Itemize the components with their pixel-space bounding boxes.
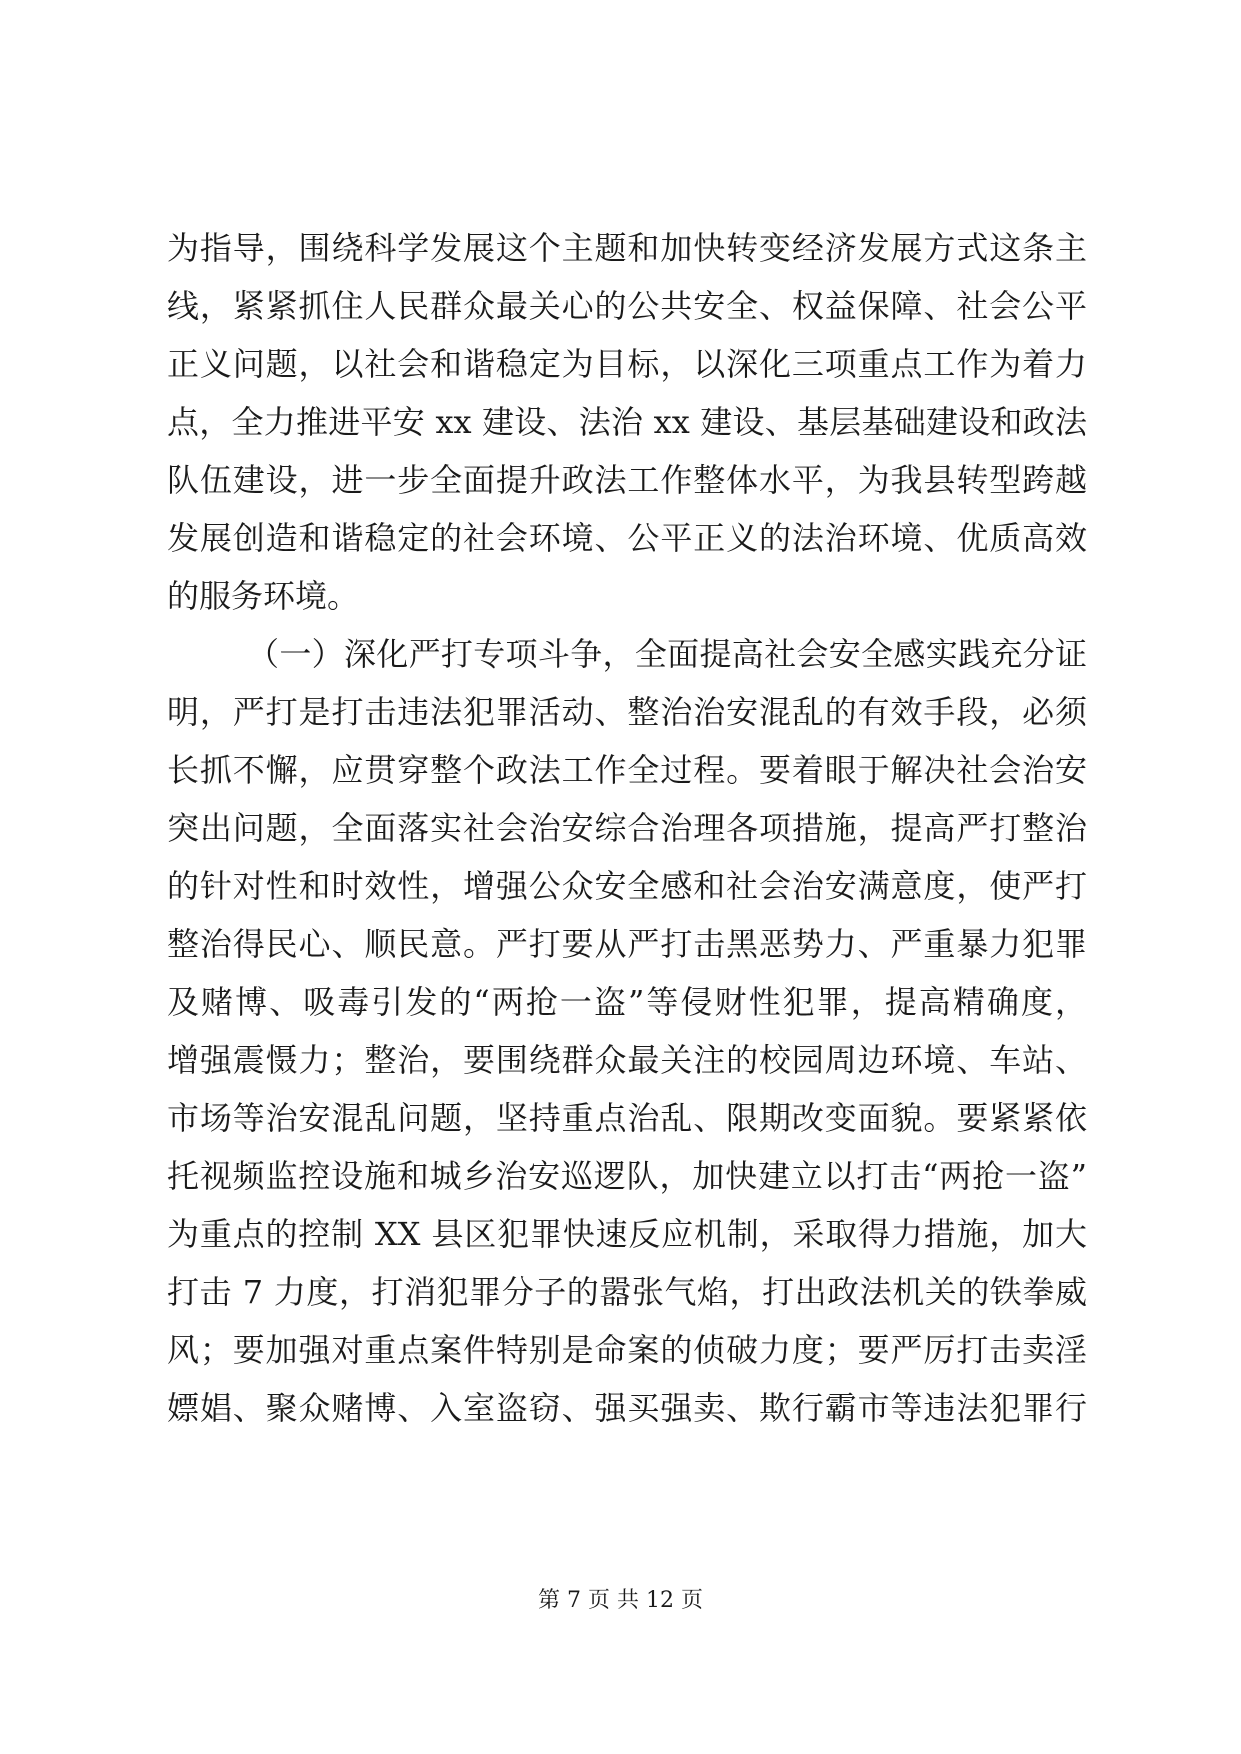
text-line: 托视频监控设施和城乡治安巡逻队，加快建立以打击“两抢一盗” (167, 1157, 1087, 1195)
text-line: 突出问题，全面落实社会治安综合治理各项措施，提高严打整治 (167, 809, 1087, 847)
text-line: 长抓不懈，应贯穿整个政法工作全过程。要着眼于解决社会治安 (167, 751, 1087, 789)
text-line: 为指导，围绕科学发展这个主题和加快转变经济发展方式这条主 (167, 229, 1087, 267)
text-line: 的服务环境。 (167, 577, 360, 615)
text-line: 发展创造和谐稳定的社会环境、公平正义的法治环境、优质高效 (167, 519, 1087, 557)
text-line: 风；要加强对重点案件特别是命案的侦破力度；要严厉打击卖淫 (167, 1331, 1087, 1369)
text-line: 为重点的控制 XX 县区犯罪快速反应机制，采取得力措施，加大 (167, 1215, 1087, 1253)
page-number-footer: 第 7 页 共 12 页 (538, 1588, 703, 1613)
text-line: 增强震慑力；整治，要围绕群众最关注的校园周边环境、车站、 (167, 1041, 1087, 1079)
text-line: 打击 7 力度，打消犯罪分子的嚣张气焰，打出政法机关的铁拳威 (167, 1273, 1087, 1311)
text-line: 嫖娼、聚众赌博、入室盗窃、强买强卖、欺行霸市等违法犯罪行 (167, 1389, 1087, 1427)
text-line: 的针对性和时效性，增强公众安全感和社会治安满意度，使严打 (167, 867, 1087, 905)
text-line: 市场等治安混乱问题，坚持重点治乱、限期改变面貌。要紧紧依 (167, 1099, 1087, 1137)
text-line: 正义问题，以社会和谐稳定为目标，以深化三项重点工作为着力 (167, 345, 1087, 383)
text-line: （一）深化严打专项斗争，全面提高社会安全感实践充分证 (247, 635, 1087, 673)
text-line: 及赌博、吸毒引发的“两抢一盗”等侵财性犯罪，提高精确度， (167, 983, 1087, 1021)
text-line: 队伍建设，进一步全面提升政法工作整体水平，为我县转型跨越 (167, 461, 1087, 499)
text-line: 线，紧紧抓住人民群众最关心的公共安全、权益保障、社会公平 (167, 287, 1087, 325)
text-line: 点，全力推进平安 xx 建设、法治 xx 建设、基层基础建设和政法 (167, 403, 1087, 441)
text-line: 整治得民心、顺民意。严打要从严打击黑恶势力、严重暴力犯罪 (167, 925, 1087, 963)
text-line: 明，严打是打击违法犯罪活动、整治治安混乱的有效手段，必须 (167, 693, 1087, 731)
